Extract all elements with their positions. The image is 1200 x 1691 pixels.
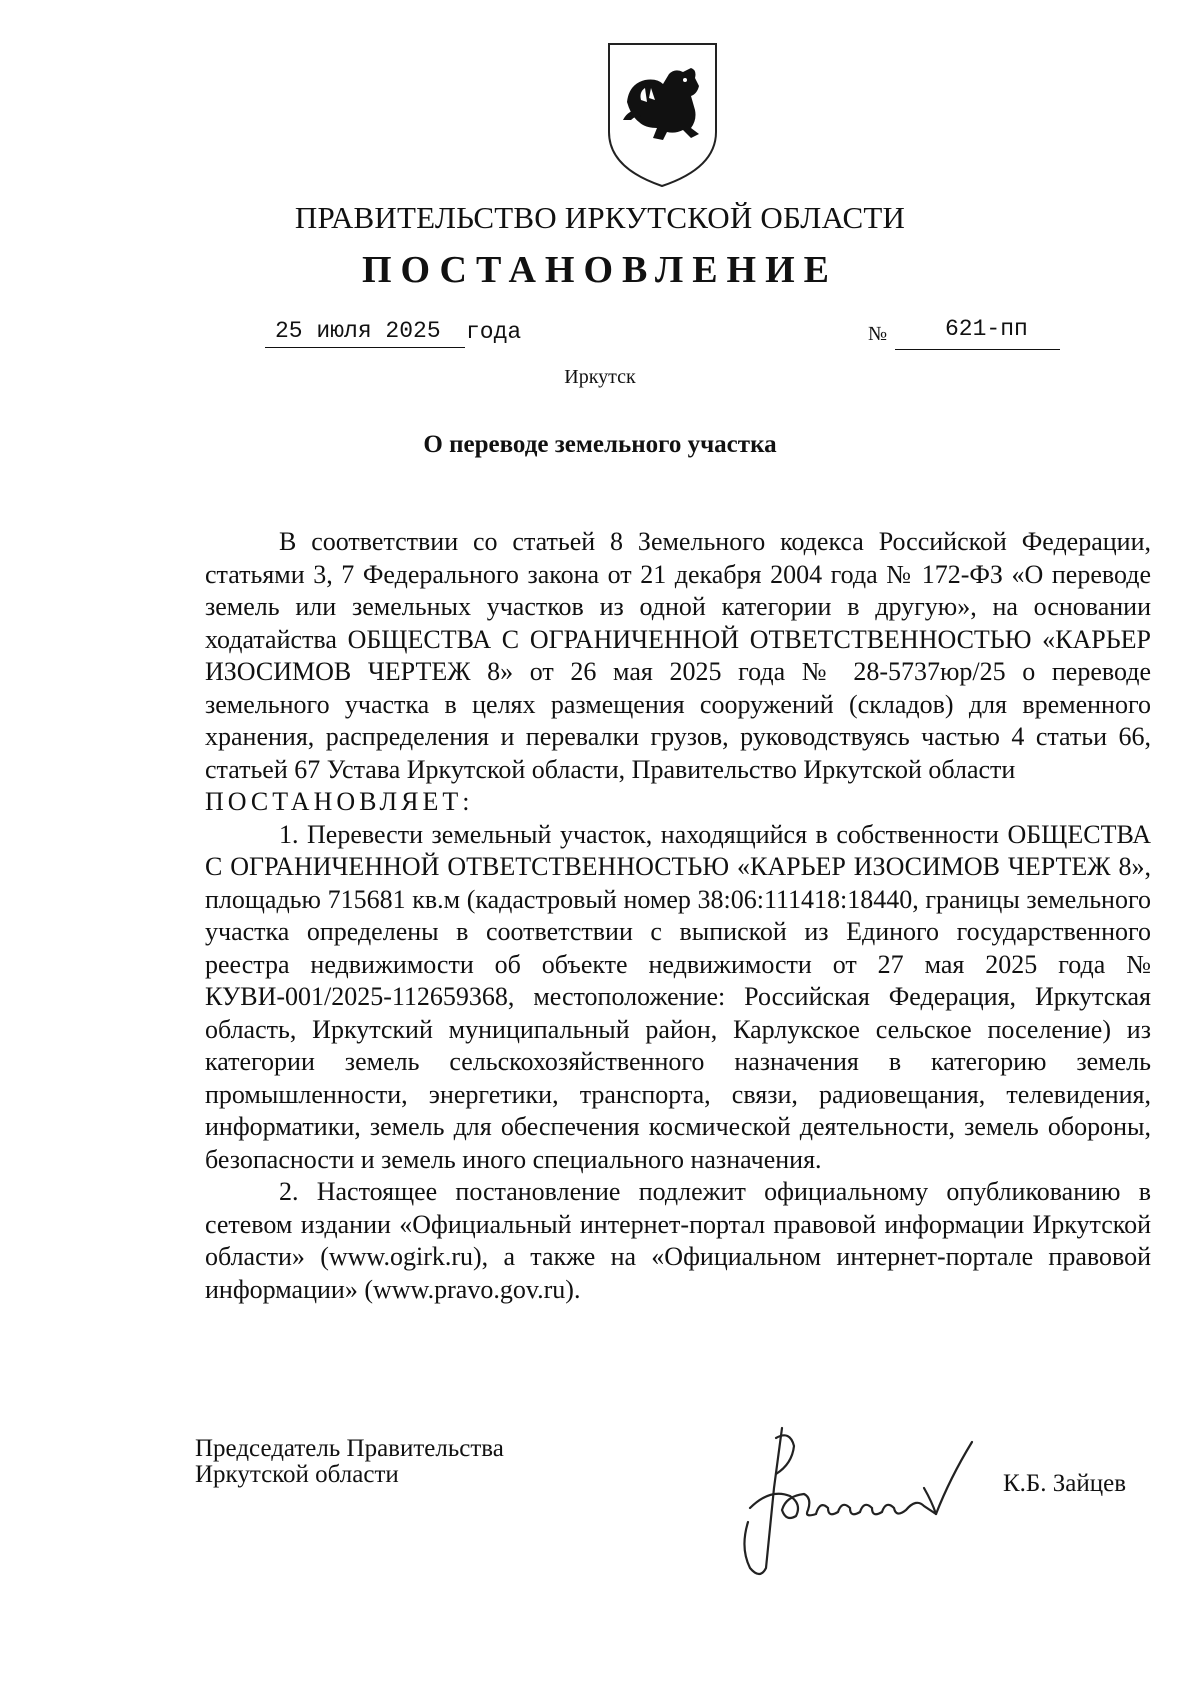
document-number: 621-пп: [945, 316, 1028, 342]
signer-position-line2: Иркутской области: [195, 1461, 399, 1488]
signer-name: К.Б. Зайцев: [1003, 1470, 1127, 1497]
item-2-paragraph: 2. Настоящее постановление подлежит официальному опубликованию в сетевом издании «Официальный интернет-портал правовой информации Иркутской области» (www.ogirk.ru), а также на «Официальном интернет-портале правовой информации» (www.pravo.gov.ru).: [205, 1177, 1151, 1304]
signer-position-line1: Председатель Правительства: [195, 1435, 504, 1462]
document-body: [205, 526, 1151, 1306]
document-subject: О переводе земельного участка: [423, 431, 777, 458]
document-date: 25 июля 2025: [275, 318, 441, 344]
preamble-paragraph: В соответствии со статьей 8 Земельного кодекса Российской Федерации, статьями 3, 7 Федерального закона от 21 декабря 2004 года № 172-ФЗ «О переводе земель или земельных участков из одной категории в другую», на основании ходатайства ОБЩЕСТВА С ОГРАНИЧЕННОЙ ОТВЕТСТВЕННОСТЬЮ «КАРЬЕР ИЗОСИМОВ ЧЕРТЕЖ 8» от 26 мая 2025 года № 28-5737юр/25 о переводе земельного участка в целях размещения сооружений (складов) для временного хранения, распределения и перевалки грузов, руководствуясь частью 4 статьи 66, статьей 67 Устава Иркутской области, Правительство Иркутской области: [205, 527, 1151, 784]
government-title: ПРАВИТЕЛЬСТВО ИРКУТСКОЙ ОБЛАСТИ: [294, 200, 906, 235]
date-suffix: года: [466, 319, 522, 345]
coat-of-arms-emblem: [605, 40, 720, 190]
document-city: Иркутск: [564, 366, 636, 388]
signer-position: [195, 1436, 504, 1488]
number-sign: №: [868, 323, 888, 345]
item-1-paragraph: 1. Перевести земельный участок, находящийся в собственности ОБЩЕСТВА С ОГРАНИЧЕННОЙ ОТВЕТСТВЕННОСТЬЮ «КАРЬЕР ИЗОСИМОВ ЧЕРТЕЖ 8», площадью 715681 кв.м (кадастровый номер 38:06:111418:18440, границы земельного участка определены в соответствии с выпиской из Единого государственного реестра недвижимости об объекте недвижимости от 27 мая 2025 года № КУВИ-001/2025-112659368, местоположение: Российская Федерация, Иркутская область, Иркутский муниципальный район, Карлукское сельское поселение) из категории земель сельскохозяйственного назначения в категорию земель промышленности, энергетики, транспорта, связи, радиовещания, телевидения, информатики, земель для обеспечения космической деятельности, земель обороны, безопасности и земель иного специального назначения.: [205, 819, 1151, 1174]
handwritten-signature: [720, 1418, 990, 1588]
decree-word: ПОСТАНОВЛЯЕТ:: [205, 787, 474, 816]
document-type-heading: ПОСТАНОВЛЕНИЕ: [361, 249, 839, 291]
